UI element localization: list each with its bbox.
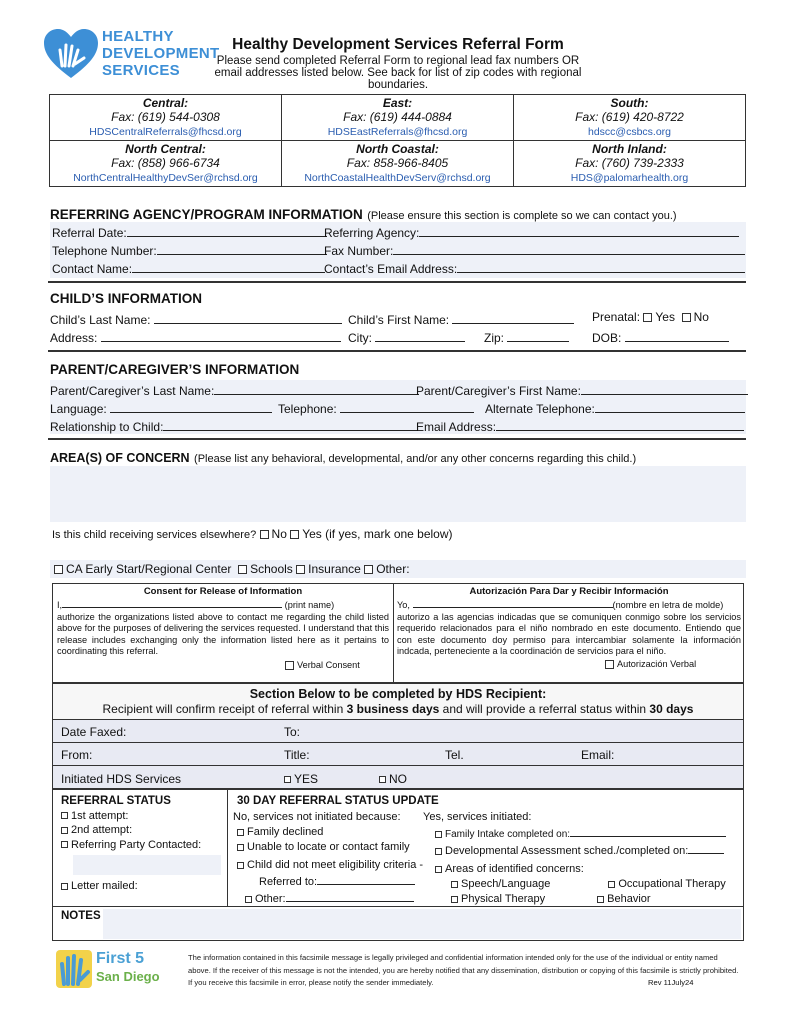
region-north-central-email[interactable]: NorthCentralHealthyDevSer@rchsd.org [73,172,258,184]
parent-telephone-field[interactable] [340,401,474,413]
speech-checkbox[interactable] [451,881,458,888]
consent-en-title: Consent for Release of Information [143,586,303,597]
speech-label: Speech/Language [461,878,551,890]
prenatal-yes-checkbox[interactable] [643,313,652,322]
revision: Rev 11July24 [648,978,694,987]
update-title: 30 DAY REFERRAL STATUS UPDATE [237,795,439,807]
child-first-name-label: Child’s First Name: [348,313,450,327]
referring-agency-label: Referring Agency: [324,226,420,240]
contact-email-label: Contact’s Email Address: [324,262,458,276]
other-checkbox[interactable] [364,565,373,574]
unable-label: Unable to locate or contact family [247,841,410,853]
initiated-no-checkbox[interactable] [379,776,386,783]
elsewhere-no-label: No [271,527,287,541]
elsewhere-no-checkbox[interactable] [260,530,269,539]
logo-line1: HEALTHY [102,28,174,45]
city-field[interactable] [375,330,465,342]
hds-title: Section Below to be completed by HDS Recipient: [249,687,547,701]
yes-initiated-label: Yes, services initiated: [423,811,532,823]
concern-textarea[interactable] [50,466,746,522]
alt-phone-field[interactable] [595,401,745,413]
parent-email-label: Email Address: [416,420,497,434]
relationship-label: Relationship to Child: [50,420,164,434]
areas-checkbox[interactable] [435,866,442,873]
footer-disclaimer: The information contained in this facsimile message is legally privileged and confidential information intended only for the use of the individual or entity named above. If the receiver of this message is not the intended, you are hereby notified that any dissemination, distribution or copying of this facsimile is strictly prohibited. If you receive this facsimile in error, please notify the sender immediately. [188,953,739,987]
consent-es-yo: Yo, [397,600,410,610]
elsewhere-yes-label: Yes (if yes, mark one below) [302,527,453,541]
verbal-consent-checkbox[interactable] [285,661,294,670]
region-fax-table [49,94,746,187]
header-sub1: Please send completed Referral Form to regional lead fax numbers OR [216,55,580,67]
attempt1-checkbox[interactable] [61,812,68,819]
attempt2-label: 2nd attempt: [71,824,133,836]
agency-note: (Please ensure this section is complete so we can contact you.) [367,210,677,222]
insurance-label: Insurance [308,562,361,576]
region-north-coastal-email[interactable]: NorthCoastalHealthDevServ@rchsd.org [304,172,491,184]
contact-name-label: Contact Name: [52,262,133,276]
party-contacted-label: Referring Party Contacted: [71,838,202,851]
consent-es-nombre: (nombre en letra de molde) [612,600,724,610]
intake-label: Family Intake completed on: [445,829,571,840]
elsewhere-question: Is this child receiving services elsewhere? [52,529,257,541]
region-south-name: South: [610,96,649,110]
attempt2-checkbox[interactable] [61,827,68,834]
insurance-checkbox[interactable] [296,565,305,574]
referred-field[interactable] [317,873,415,885]
tel-label: Tel. [445,748,464,762]
region-east-email[interactable]: HDSEastReferrals@fhcsd.org [327,126,468,138]
hds-sub-a: Recipient will confirm receipt of referral within [102,702,347,716]
prenatal-label: Prenatal: [592,310,641,324]
city-label: City: [348,331,372,345]
intake-checkbox[interactable] [435,831,442,838]
update-other-checkbox[interactable] [245,896,252,903]
zip-field[interactable] [507,330,569,342]
hand-icon [56,950,92,988]
title-label: Title: [284,748,310,762]
hds-sub-c: and will provide a referral status within [439,702,650,716]
early-start-label: CA Early Start/Regional Center [66,562,232,576]
parent-last-name-label: Parent/Caregiver’s Last Name: [50,384,215,398]
notes-label: NOTES [61,910,101,922]
attempt1-label: 1st attempt: [71,809,129,822]
region-north-inland-email[interactable]: HDS@palomarhealth.org [570,172,689,184]
region-east-fax: Fax: (619) 444-0884 [343,110,452,124]
letter-mailed-checkbox[interactable] [61,883,68,890]
parent-email-field[interactable] [496,419,744,431]
hand-heart-icon [42,28,100,80]
update-other-field[interactable] [286,890,414,902]
agency-title: REFERRING AGENCY/PROGRAM INFORMATION [50,207,363,222]
concern-note: (Please list any behavioral, developmental, and/or any other concerns regarding this child.) [194,453,637,465]
address-field[interactable] [101,330,341,342]
telephone-field[interactable] [157,243,327,255]
initiated-no-label: NO [389,772,407,786]
language-label: Language: [50,402,107,416]
schools-label: Schools [250,562,293,576]
prenatal-no-checkbox[interactable] [682,313,691,322]
child-title: CHILD’S INFORMATION [50,291,202,306]
date-faxed-label: Date Faxed: [61,725,127,739]
region-north-coastal-name: North Coastal: [356,142,439,156]
unable-checkbox[interactable] [237,844,244,851]
concern-title: AREA(S) OF CONCERN [50,451,190,465]
divider [48,281,746,283]
form-title: Healthy Development Services Referral Form [232,36,564,53]
dev-assessment-field[interactable] [688,842,724,854]
consent-en-name-field[interactable] [62,599,282,608]
referred-label: Referred to: [259,876,318,888]
pt-label: Physical Therapy [461,893,546,905]
contact-name-field[interactable] [132,261,325,273]
region-central-name: Central: [142,96,189,110]
consent-en-i: I, [57,600,63,610]
divider [48,350,746,352]
intake-field[interactable] [570,825,726,837]
notes-field[interactable] [103,909,741,939]
areas-label: Areas of identified concerns: [445,863,584,875]
verbal-consent-label: Verbal Consent [297,659,360,670]
party-contacted-checkbox[interactable] [61,841,68,848]
schools-checkbox[interactable] [238,565,247,574]
relationship-field[interactable] [163,419,417,431]
party-contacted-field[interactable] [73,855,221,875]
referral-date-label: Referral Date: [52,226,127,240]
child-last-name-field[interactable] [154,312,342,324]
region-east-name: East: [382,96,413,110]
parent-first-name-field[interactable] [581,383,748,395]
parent-title: PARENT/CAREGIVER’S INFORMATION [50,362,300,377]
contact-email-field[interactable] [457,261,745,273]
alt-phone-label: Alternate Telephone: [485,402,595,416]
elsewhere-yes-checkbox[interactable] [290,530,299,539]
initiated-label: Initiated HDS Services [61,772,182,786]
region-central-email[interactable]: HDSCentralReferrals@fhcsd.org [89,126,242,138]
child-last-name-label: Child’s Last Name: [50,313,151,327]
fax-field[interactable] [393,243,745,255]
region-south-fax: Fax: (619) 420-8722 [575,110,684,124]
dob-field[interactable] [625,330,729,342]
hds-logo [40,26,220,86]
update-other-label: Other: [255,893,286,905]
verbal-es-checkbox[interactable] [605,660,614,669]
consent-es-body: autorizo a las agencias indicadas que se comuniquen conmigo sobre los servicios requerido relacionados para el niño nombrado en este documento. Entiendo que con este documento doy permiso para intercambiar solamente la información indcada, perteneciente a la coordinación de servicios para el niño. [397,611,741,656]
early-start-checkbox[interactable] [54,565,63,574]
region-north-central-name: North Central: [125,142,206,156]
header-sub2: email addresses listed below. See back for list of zip codes with regional boundaries. [214,67,582,91]
consent-es-title: Autorización Para Dar y Recibir Información [469,586,669,597]
first5-line2: San Diego [96,969,160,984]
pt-checkbox[interactable] [451,896,458,903]
ot-checkbox[interactable] [608,881,615,888]
hds-section [52,683,744,789]
parent-telephone-label: Telephone: [278,402,337,416]
region-north-inland-name: North Inland: [592,142,667,156]
status-box [52,789,744,941]
status-title: REFERRAL STATUS [61,795,171,807]
dev-assessment-label: Developmental Assessment sched./completed on: [445,845,689,857]
first5-line1: First 5 [96,950,145,967]
region-south-email[interactable]: hdscc@csbcs.org [587,126,672,138]
not-meet-checkbox[interactable] [237,862,244,869]
not-meet-label: Child did not meet eligibility criteria - [247,859,424,871]
child-first-name-field[interactable] [452,312,574,324]
declined-label: Family declined [247,826,324,838]
initiated-yes-label: YES [294,772,319,786]
referral-date-field[interactable] [127,225,327,237]
region-north-inland-fax: Fax: (760) 739-2333 [575,156,684,170]
region-central-fax: Fax: (619) 544-0308 [111,110,220,124]
hds-email-label: Email: [581,748,615,762]
dev-assessment-checkbox[interactable] [435,848,442,855]
fax-label: Fax Number: [324,244,394,258]
not-initiated-label: No, services not initiated because: [233,811,401,823]
consent-en-body: authorize the organizations listed above to contact me regarding the child listed above for the purposes of delivering the services requested. I understand that this release includes exchanging only the information listed here as it pertains to coordinating this referral. [57,611,389,656]
hds-sub-b: 3 business days [346,702,440,716]
telephone-label: Telephone Number: [52,244,157,258]
prenatal-yes-label: Yes [655,310,675,324]
from-label: From: [61,748,93,762]
consent-en-print: (print name) [284,600,335,610]
behavior-checkbox[interactable] [597,896,604,903]
first5-logo [56,950,176,990]
parent-first-name-label: Parent/Caregiver’s First Name: [416,384,581,398]
consent-es-name-field[interactable] [413,599,613,608]
referring-agency-field[interactable] [419,225,739,237]
region-north-central-fax: Fax: (858) 966-6734 [111,156,220,170]
address-label: Address: [50,331,98,345]
consent-box [52,583,744,683]
logo-line2: DEVELOPMENT [102,45,220,62]
parent-last-name-field[interactable] [214,383,419,395]
verbal-es-label: Autorización Verbal [617,658,697,669]
hds-sub-d: 30 days [649,702,694,716]
letter-mailed-label: Letter mailed: [71,880,138,892]
dob-label: DOB: [592,331,622,345]
prenatal-no-label: No [693,310,709,324]
declined-checkbox[interactable] [237,829,244,836]
other-label: Other: [376,562,410,576]
ot-label: Occupational Therapy [618,878,726,890]
language-field[interactable] [110,401,272,413]
logo-line3: SERVICES [102,62,180,79]
zip-label: Zip: [484,331,505,345]
to-label: To: [284,725,301,739]
behavior-label: Behavior [607,893,651,905]
region-north-coastal-fax: Fax: 858-966-8405 [346,156,449,170]
initiated-yes-checkbox[interactable] [284,776,291,783]
divider [48,438,746,440]
